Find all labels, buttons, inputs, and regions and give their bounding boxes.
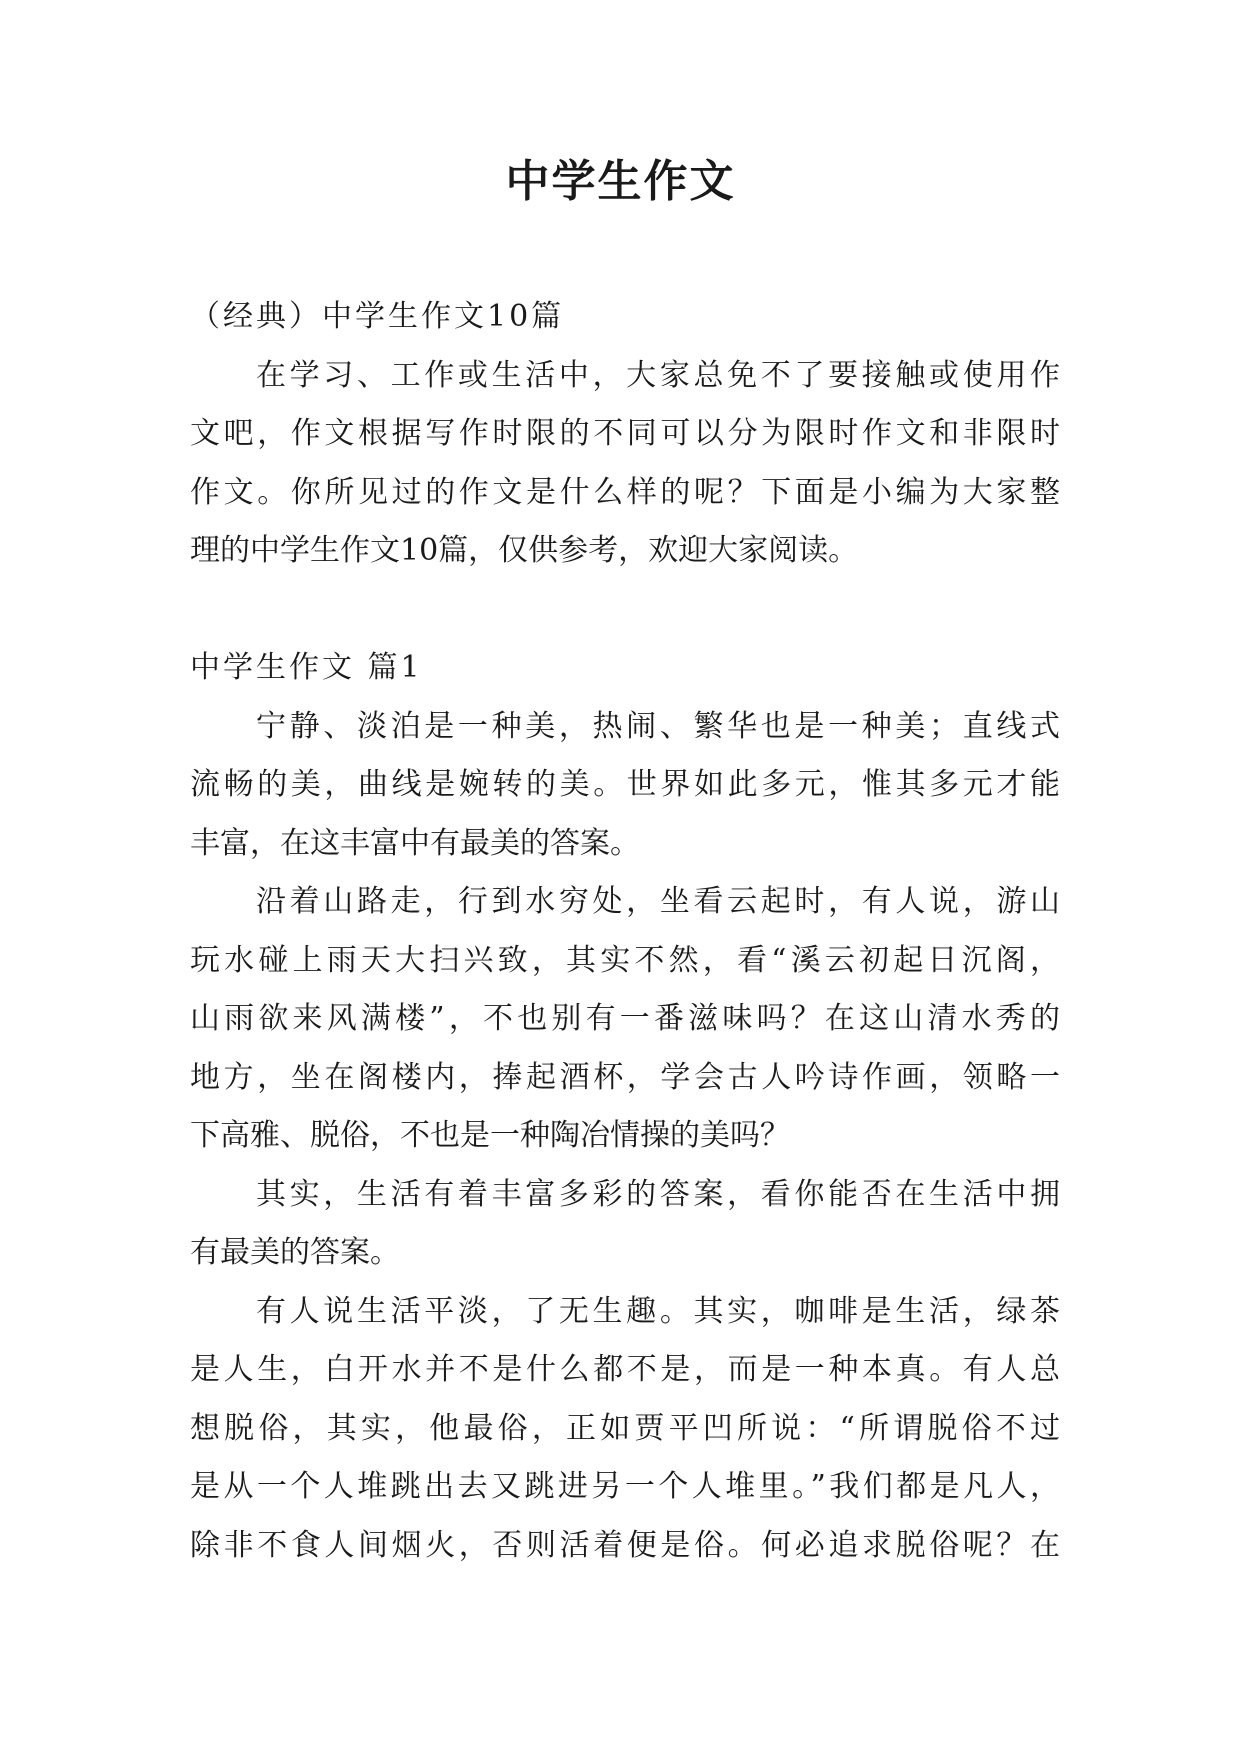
text-line: 玩水碰上雨天大扫兴致，其实不然，看“溪云初起日沉阁，	[190, 942, 1060, 978]
text-line: 地方，坐在阁楼内，捧起酒杯，学会古人吟诗作画，领略一	[190, 1059, 1060, 1095]
text-line: 沿着山路走，行到水穷处，坐看云起时，有人说，游山	[256, 884, 1060, 919]
text-line: 作文。你所见过的作文是什么样的呢？下面是小编为大家整	[190, 474, 1060, 510]
spacer	[190, 581, 1060, 640]
document-body	[190, 288, 1060, 1575]
text-line: 是人生，白开水并不是什么都不是，而是一种本真。有人总	[190, 1352, 1060, 1387]
body-paragraph	[190, 1283, 1060, 1576]
text-line: 其实，生活有着丰富多彩的答案，看你能否在生活中拥	[256, 1176, 1060, 1212]
text-line: 山雨欲来风满楼”，不也别有一番滋味吗？在这山清水秀的	[190, 1001, 1060, 1036]
body-paragraph	[190, 873, 1060, 1166]
text-line: 丰富，在这丰富中有最美的答案。	[190, 825, 640, 861]
intro-paragraph	[190, 347, 1060, 581]
text-line: 在学习、工作或生活中，大家总免不了要接触或使用作	[256, 357, 1060, 393]
text-line: 文吧，作文根据写作时限的不同可以分为限时作文和非限时	[190, 416, 1060, 451]
text-line: 有人说生活平淡，了无生趣。其实，咖啡是生活，绿茶	[256, 1293, 1060, 1329]
body-paragraph	[190, 698, 1060, 874]
text-line: 想脱俗，其实，他最俗，正如贾平凹所说：“所谓脱俗不过	[190, 1410, 1060, 1446]
section-heading: 中学生作文 篇1	[190, 650, 423, 685]
text-line: 是从一个人堆跳出去又跳进另一个人堆里。”我们都是凡人，	[190, 1469, 1060, 1504]
text-line: 有最美的答案。	[190, 1235, 400, 1270]
text-line: 下高雅、脱俗，不也是一种陶冶情操的美吗？	[190, 1118, 790, 1153]
page-title: 中学生作文	[505, 156, 736, 207]
document-subtitle: （经典）中学生作文10篇	[190, 299, 565, 334]
text-line: 除非不食人间烟火，否则活着便是俗。何必追求脱俗呢？在	[190, 1527, 1060, 1563]
text-line: 理的中学生作文10篇，仅供参考，欢迎大家阅读。	[190, 533, 859, 568]
body-paragraph	[190, 1166, 1060, 1283]
text-line: 宁静、淡泊是一种美，热闹、繁华也是一种美；直线式	[256, 708, 1060, 744]
text-line: 流畅的美，曲线是婉转的美。世界如此多元，惟其多元才能	[190, 767, 1060, 802]
